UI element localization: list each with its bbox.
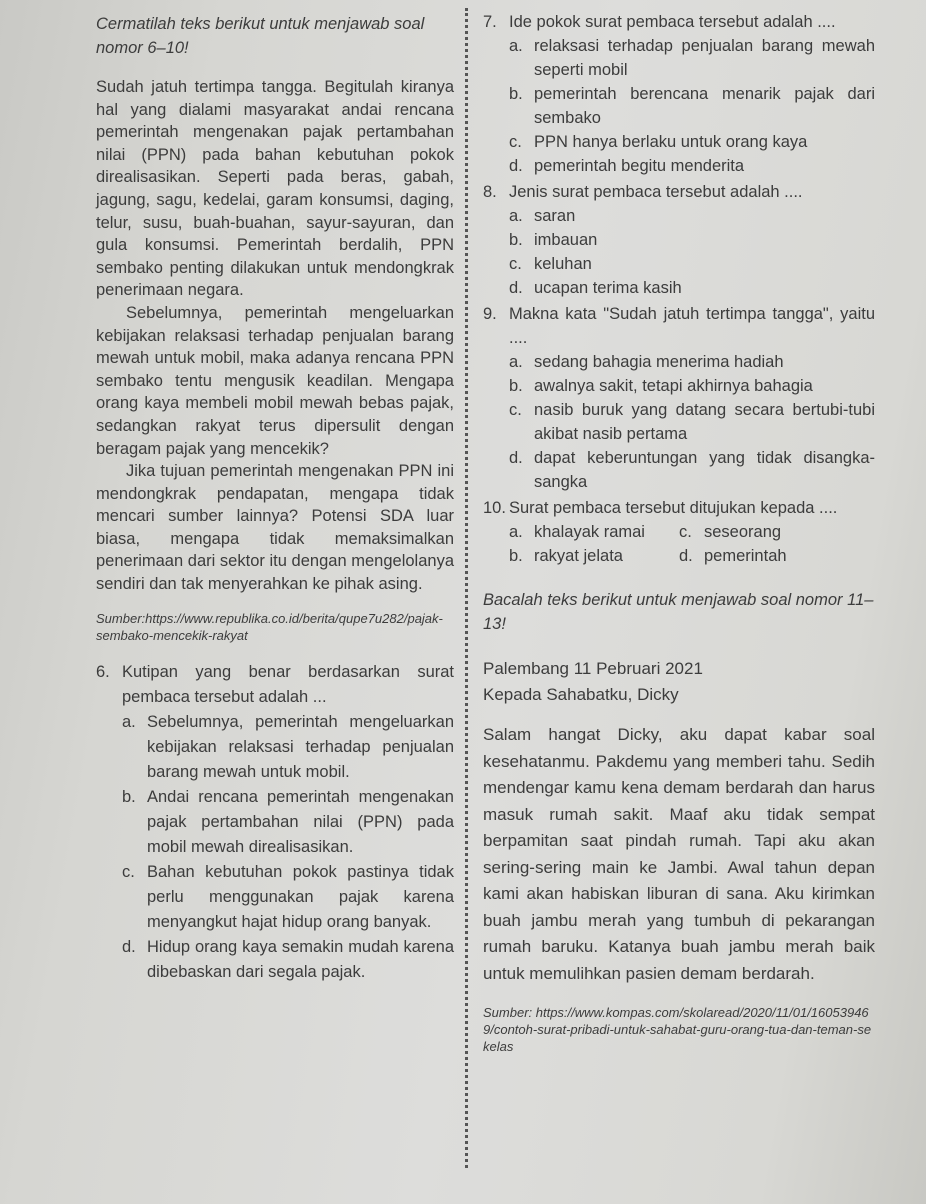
option-d[interactable]: d. pemerintah: [679, 547, 787, 565]
passage-paragraph-1: Sudah jatuh tertimpa tangga. Begitulah kiranya hal yang dialami masyarakat andai rencana pemerintah mengenakan pajak pertambahan nilai (PPN) pada bahan kebutuhan pokok direalisasikan. Seperti pada beras, gabah, jagung, sagu, kedelai, garam konsumsi, daging, telur, susu, buah-buahan, sayur-sayuran, dan gula konsumsi. Pemerintah berdalih, PPN sembako penting dilakukan untuk mendongkrak penerimaan negara.: [96, 78, 454, 300]
option-b[interactable]: b. Andai rencana pemerintah mengenakan pajak pertambahan nilai (PPN) pada mobil mewah direalisasikan.: [122, 787, 454, 856]
letter-place-date: Palembang 11 Pebruari 2021: [483, 659, 703, 678]
question-6: [96, 660, 454, 985]
option-c[interactable]: c. seseorang: [679, 523, 782, 541]
option-a[interactable]: a. Sebelumnya, pemerintah mengeluarkan kebijakan relaksasi terhadap penjualan barang mewah untuk mobil.: [122, 712, 454, 781]
question-number: 9.: [483, 305, 497, 323]
option-c[interactable]: c. nasib buruk yang datang secara bertubi-tubi akibat nasib pertama: [509, 401, 875, 443]
passage-source: Sumber:https://www.republika.co.id/berita/qupe7u282/pajak-sembako-mencekik-rakyat: [96, 610, 443, 643]
option-b[interactable]: b. awalnya sakit, tetapi akhirnya bahagia: [509, 377, 813, 395]
question-7: [483, 10, 875, 178]
option-b[interactable]: b. imbauan: [509, 231, 598, 249]
question-text: Makna kata "Sudah jatuh tertimpa tangga", yaitu ....: [509, 305, 875, 347]
question-text: Ide pokok surat pembaca tersebut adalah ....: [509, 13, 836, 31]
option-b[interactable]: b. pemerintah berencana menarik pajak dari sembako: [509, 85, 875, 127]
question-number: 7.: [483, 13, 497, 31]
passage-paragraph-2: Sebelumnya, pemerintah mengeluarkan kebijakan relaksasi terhadap penjualan barang mewah untuk mobil, maka adanya rencana PPN sembako tentu mengusik keadilan. Mengapa orang kaya membeli mobil mewah bebas pajak, sedangkan rakyat terus dipersulit dengan beragam pajak yang mencekik?: [96, 303, 454, 458]
option-a[interactable]: a. saran: [509, 207, 576, 225]
question-text: Jenis surat pembaca tersebut adalah ....: [509, 183, 803, 201]
question-number: 10.: [483, 499, 506, 517]
option-c[interactable]: c. PPN hanya berlaku untuk orang kaya: [509, 133, 808, 151]
option-a[interactable]: a. relaksasi terhadap penjualan barang mewah seperti mobil: [509, 37, 875, 79]
option-d[interactable]: d. dapat keberuntungan yang tidak disangka-sangka: [509, 449, 875, 491]
instruction-6-10: Cermatilah teks berikut untuk menjawab soal nomor 6–10!: [96, 15, 425, 57]
question-8: [483, 180, 875, 300]
letter-source: Sumber: https://www.kompas.com/skolaread/2020/11/01/160539469/contoh-surat-pribadi-untuk-sahabat-guru-orang-tua-dan-teman-sekelas: [483, 1005, 872, 1054]
column-divider: [465, 8, 468, 1168]
option-a[interactable]: a. khalayak ramai: [509, 523, 645, 541]
letter-recipient: Kepada Sahabatku, Dicky: [483, 685, 679, 704]
passage-paragraph-3: Jika tujuan pemerintah mengenakan PPN ini mendongkrak pendapatan, mengapa tidak mencari sumber lainnya? Potensi SDA luar biasa, mengapa tidak memaksimalkan penerimaan dari sektor itu dengan mengelolanya sendiri dan tak menyerahkan ke pihak asing.: [96, 462, 454, 594]
question-10: [483, 496, 875, 568]
letter-body: Salam hangat Dicky, aku dapat kabar soal kesehatanmu. Pakdemu yang memberi tahu. Sedih mendengar kamu kena demam berdarah dan harus masuk rumah sakit. Maaf aku tidak sempat berpamitan saat pindah rumah. Tapi aku akan sering-sering main ke Jambi. Awal tahun depan kami akan habiskan liburan di sana. Aku kirimkan buah jambu merah yang tumbuh di pekarangan rumah baruku. Katanya buah jambu merah baik untuk memulihkan pasien demam berdarah.: [483, 725, 875, 983]
option-d[interactable]: d. ucapan terima kasih: [509, 279, 682, 297]
option-c[interactable]: c. keluhan: [509, 255, 592, 273]
option-a[interactable]: a. sedang bahagia menerima hadiah: [509, 353, 784, 371]
letter-header: [483, 656, 875, 708]
option-d[interactable]: d. pemerintah begitu menderita: [509, 157, 745, 175]
option-b[interactable]: b. rakyat jelata: [509, 547, 623, 565]
question-text: Surat pembaca tersebut ditujukan kepada ....: [509, 499, 838, 517]
question-text: Kutipan yang benar berdasarkan surat pembaca tersebut adalah ...: [122, 662, 454, 706]
instruction-11-13: Bacalah teks berikut untuk menjawab soal nomor 11–13!: [483, 591, 874, 633]
right-column: [483, 10, 875, 1071]
option-c[interactable]: c. Bahan kebutuhan pokok pastinya tidak perlu menggunakan pajak karena menyangkut hajat hidup orang banyak.: [122, 862, 454, 931]
question-number: 8.: [483, 183, 497, 201]
left-column: [96, 12, 454, 985]
question-number: 6.: [96, 662, 110, 681]
question-9: [483, 302, 875, 494]
option-d[interactable]: d. Hidup orang kaya semakin mudah karena dibebaskan dari segala pajak.: [122, 937, 454, 981]
